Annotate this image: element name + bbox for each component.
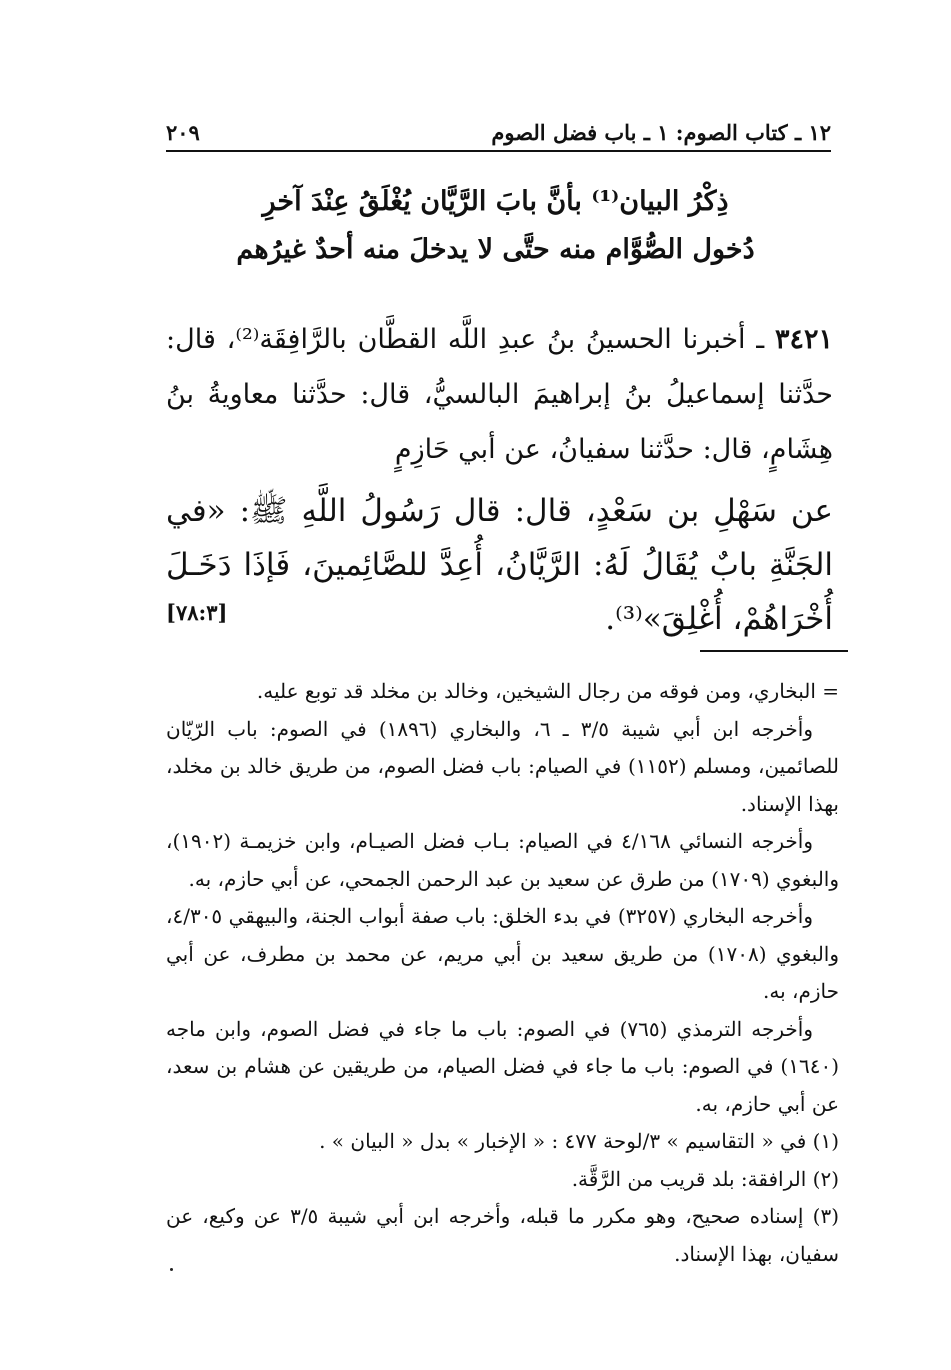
hadith-matn [166, 484, 833, 646]
note-paragraph: وأخرجه الترمذي (٧٦٥) في الصوم: باب ما جاء في فضل الصوم، وابن ماجه (١٦٤٠) في الصوم: باب ما جاء في فضل الصيام، من طريقين عن هشام بن سعد، عن أبي حازم، به. [166, 1016, 839, 1116]
scan-speck [170, 1268, 173, 1271]
matn-text: عن سَهْلِ بن سَعْدٍ، قال: قال رَسُولُ اللَّهِ ﷺ: «في الجَنَّةِ بابٌ يُقَالُ لَهُ: الرَّيَّانُ، أُعِدَّ للصَّائِمينَ، فَإذَا دَخَـلَ أُخْرَاهُمْ، أُغْلِقَ»⁽³⁾. [166, 493, 833, 637]
chapter-title [150, 178, 841, 274]
page-number: ٢٠٩ [166, 120, 200, 145]
running-title: ١٢ ـ كتاب الصوم: ١ ـ باب فضل الصوم [491, 120, 831, 145]
note-paragraph: وأخرجه النسائي ٤/١٦٨ في الصيام: بـاب فضل الصيـام، وابن خزيمـة (١٩٠٢)، والبغوي (١٧٠٩) من طرق عن سعيد بن عبد الرحمن الجمحي، عن أبي حازم، به. [166, 829, 839, 891]
chapter-title-line-2: دُخول الصُّوَّام منه حتَّى لا يدخلَ منه أحدٌ غيرُهم [236, 234, 755, 265]
note-continuation: = البخاري، ومن فوقه من رجال الشيخين، وخالد بن مخلد قد توبع عليه. [256, 679, 839, 703]
note-paragraph: وأخرجه البخاري (٣٢٥٧) في بدء الخلق: باب صفة أبواب الجنة، والبيهقي ٤/٣٠٥، والبغوي (١٧٠٨) من طريق سعيد بن أبي مريم، عن محمد بن مطرف، عن أبي حازم، به. [166, 904, 840, 1003]
footnotes-section [166, 673, 839, 1273]
note-paragraph: وأخرجه ابن أبي شيبة ٣/٥ ـ ٦، والبخاري (١٨٩٦) في الصوم: باب الرّيّان للصائمين، ومسلم (١١٥٢) في الصيام: باب فضل الصوم، من طريق خالد بن مخلد، بهذا الإسناد. [166, 716, 839, 816]
hadith-isnad [166, 312, 833, 477]
footnote-separator [700, 650, 848, 652]
hadith-reference: [٧٨:٣] [166, 600, 228, 625]
isnad-text: ـ أخبرنا الحسينُ بنُ عبدِ اللَّه القطَّان بالرَّافِقَة⁽²⁾، قال: حدَّثنا إسماعيلُ بنُ إبراهيمَ البالسيُّ، قال: حدَّثنا معاويةُ بنُ هِشَامٍ، قال: حدَّثنا سفيانُ، عن أبي حَازِمٍ [166, 324, 833, 465]
footnote-1: (١) في « التقاسيم » ٣/لوحة ٤٧٧ : « الإخبار » بدل « البيان » . [319, 1129, 839, 1153]
footnote-2: (٢) الرافقة: بلد قريب من الرَّقَّة. [571, 1166, 839, 1191]
hadith-number: ٣٤٢١ [774, 324, 833, 355]
footnote-3: (٣) إسناده صحيح، وهو مكرر ما قبله، وأخرجه ابن أبي شيبة ٣/٥ عن وكيع، عن سفيان، بهذا الإسناد. [166, 1204, 840, 1266]
running-header [166, 116, 831, 152]
chapter-title-line-1: ذِكْرُ البيان⁽¹⁾ بأنَّ بابَ الرَّيَّان يُغْلَقُ عِنْدَ آخرِ [262, 186, 729, 217]
